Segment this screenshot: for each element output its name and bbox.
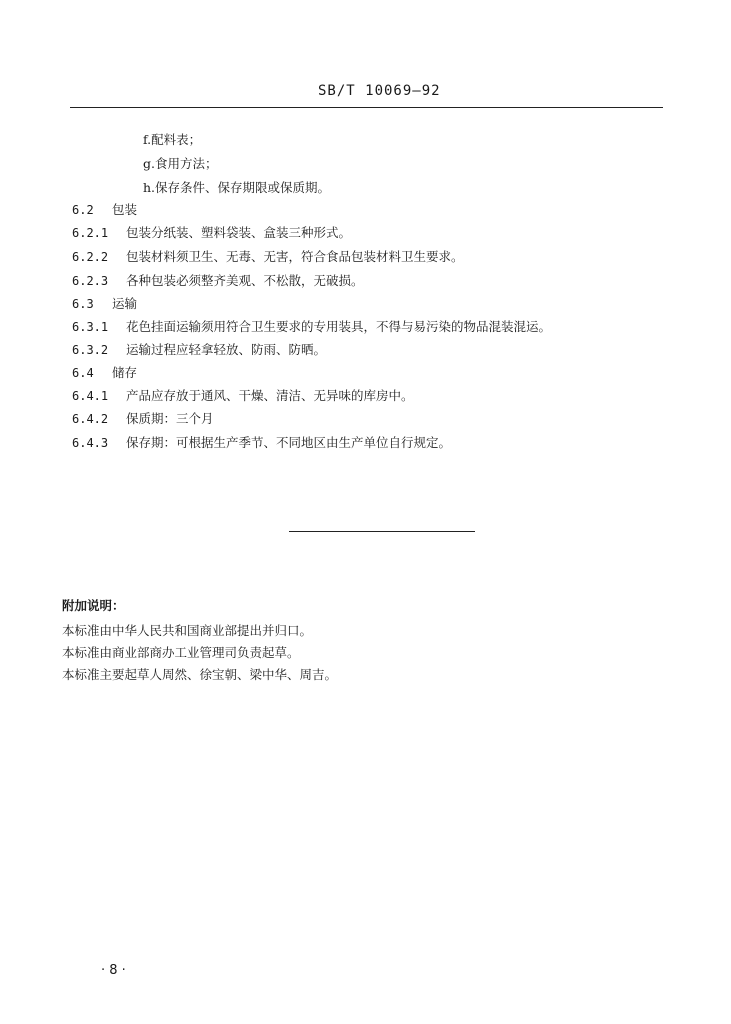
section-text: 包装分纸装、塑料袋装、盒装三种形式。 xyxy=(126,225,352,240)
section-number: 6.4.1 xyxy=(72,389,109,403)
section-number: 6.2 xyxy=(72,203,94,217)
section-heading-transport xyxy=(72,296,137,312)
clause-6-4-2 xyxy=(72,411,214,427)
section-number: 6.3.1 xyxy=(72,320,109,334)
section-number: 6.4.3 xyxy=(72,436,109,450)
standard-code: SB/T 10069—92 xyxy=(318,83,441,99)
header-divider xyxy=(70,107,663,108)
clause-6-3-1 xyxy=(72,319,551,335)
clause-6-2-2 xyxy=(72,249,464,265)
section-heading-packaging xyxy=(72,202,137,218)
note-line: 本标准由商业部商办工业管理司负责起草。 xyxy=(62,645,300,660)
section-text: 花色挂面运输须用符合卫生要求的专用装具，不得与易污染的物品混装混运。 xyxy=(126,319,552,334)
section-text: 保质期：三个月 xyxy=(126,411,214,426)
section-text: 储存 xyxy=(112,365,138,380)
clause-6-4-3 xyxy=(72,435,451,451)
section-number: 6.2.2 xyxy=(72,250,109,264)
section-number: 6.4 xyxy=(72,366,94,380)
clause-6-4-1 xyxy=(72,388,414,404)
section-text: 保存期：可根据生产季节、不同地区由生产单位自行规定。 xyxy=(126,435,452,450)
section-text: 各种包装必须整齐美观、不松散，无破损。 xyxy=(126,273,364,288)
clause-6-3-2 xyxy=(72,342,326,358)
note-line: 本标准由中华人民共和国商业部提出并归口。 xyxy=(62,623,313,638)
section-number: 6.3.2 xyxy=(72,343,109,357)
list-item-f: f.配料表； xyxy=(143,132,202,147)
notes-title: 附加说明： xyxy=(62,598,125,613)
section-number: 6.4.2 xyxy=(72,412,109,426)
list-item-h: h.保存条件、保存期限或保质期。 xyxy=(143,180,331,195)
clause-6-2-3 xyxy=(72,273,364,289)
note-line: 本标准主要起草人周然、徐宝朝、梁中华、周吉。 xyxy=(62,667,338,682)
end-divider xyxy=(289,531,475,532)
section-number: 6.3 xyxy=(72,297,94,311)
section-text: 产品应存放于通风、干燥、清洁、无异味的库房中。 xyxy=(126,388,414,403)
page-number: · 8 · xyxy=(101,963,126,978)
section-text: 包装 xyxy=(112,202,138,217)
section-number: 6.2.1 xyxy=(72,226,109,240)
section-text: 包装材料须卫生、无毒、无害，符合食品包装材料卫生要求。 xyxy=(126,249,464,264)
section-text: 运输过程应轻拿轻放、防雨、防晒。 xyxy=(126,342,327,357)
clause-6-2-1 xyxy=(72,225,351,241)
section-heading-storage xyxy=(72,365,137,381)
section-number: 6.2.3 xyxy=(72,274,109,288)
list-item-g: g.食用方法； xyxy=(143,156,218,171)
section-text: 运输 xyxy=(112,296,138,311)
